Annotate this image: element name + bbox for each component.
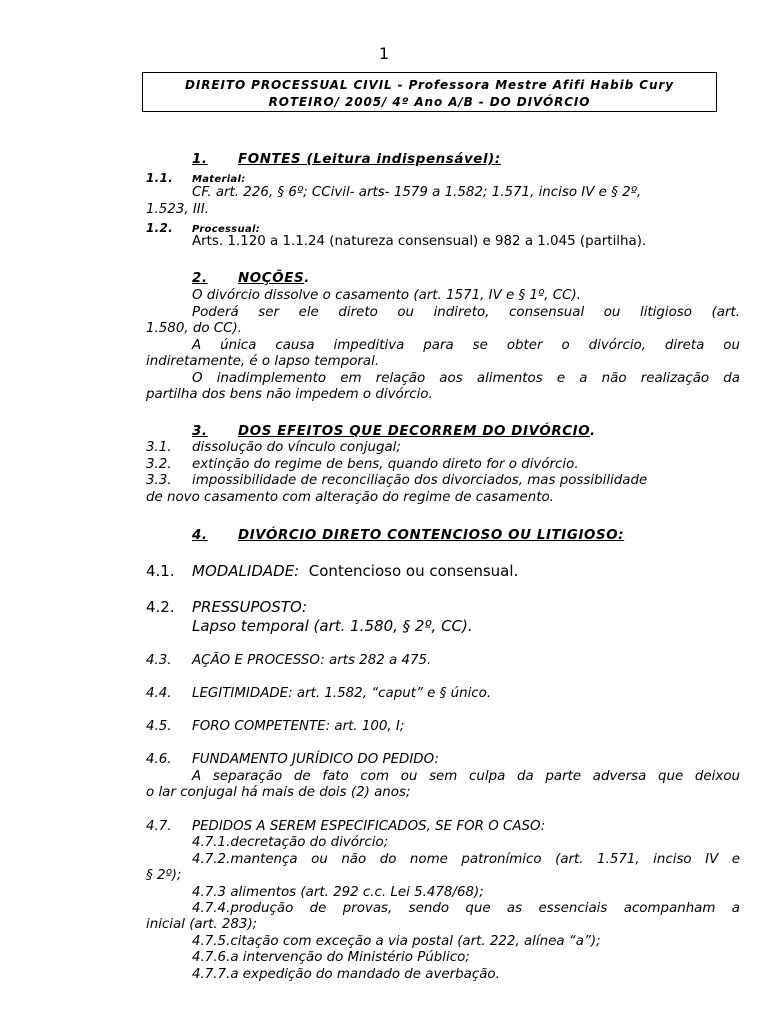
section-3-number: 3.: [192, 424, 208, 439]
item-4-2-number: 4.2.: [146, 598, 175, 616]
request-item-2-cont: § 2º);: [146, 868, 182, 883]
item-4-2-label: PRESSUPOSTO:: [192, 598, 308, 616]
request-item-7: 4.7.7.a expedição do mandado de averbação.: [192, 967, 500, 982]
section-3-title: DOS EFEITOS QUE DECORREM DO DIVÓRCIO: [238, 424, 590, 439]
subsection-1-1-line-1: CF. art. 226, § 6º; CCivil- arts- 1579 a 1.582; 1.571, inciso IV e § 2º,: [192, 185, 642, 200]
item-4-7-label: PEDIDOS A SEREM ESPECIFICADOS, SE FOR O CASO:: [192, 819, 546, 834]
section-2-heading: 2. NOÇÕES.: [192, 271, 310, 286]
section-3-heading: 3. DOS EFEITOS QUE DECORREM DO DIVÓRCIO.: [192, 424, 596, 439]
effect-item-3-cont: de novo casamento com alteração do regime de casamento.: [146, 490, 554, 505]
effect-item-3: 3.3. impossibilidade de reconciliação dos divorciados, mas possibilidade: [146, 473, 648, 488]
item-4-1-label: MODALIDADE:: [192, 562, 300, 580]
noc-line-5: indiretamente, é o lapso temporal.: [146, 354, 380, 369]
header-subtitle: ROTEIRO/ 2005/ 4º Ano A/B - DO DIVÓRCIO: [268, 95, 591, 109]
document-page: 1 DIREITO PROCESSUAL CIVIL - Professora Mestre Afifi Habib Cury ROTEIRO/ 2005/ 4º Ano A/B - DO DIVÓRCIO 1. FONTES (Leitura indispensável): 1.1. Material: CF. art. 226, § 6º; CCivil- arts- 1579 a 1.582; 1.571, inciso IV e § 2º, 1.523, III. 1.2. Processual: Arts. 1.120 a 1.1.24 (natureza consensual) e 982 a 1.045 (partilha). 2. NOÇÕES. O divórcio dissolve o casamento (art. 1571, IV e § 1º, CC). Poderá ser ele direto ou indireto, consensual ou litigioso (art. 1.580, do CC). A única causa impeditiva para se obter o divórcio, direta ou indiretamente, é o lapso temporal. O inadimplemento em relação aos alimentos e a não realização da partilha dos bens não impedem o divórcio. 3. DOS EFEITOS QUE DECORREM DO DIVÓRCIO. 3.1. dissolução do vínculo conjugal; 3.2. extinção do regime de bens, quando direto for o divórcio. 3.3. impossibilidade de reconciliação dos divorciados, mas possibilidade de novo casamento com alteração do regime de casamento. 4. DIVÓRCIO DIRETO CONTENCIOSO OU LITIGIOSO: 4.1. MODALIDADE: Contencioso ou consensual. 4.2. PRESSUPOSTO: Lapso temporal (art. 1.580, § 2º, CC). 4.3. AÇÃO E PROCESSO: arts 282 a 475. 4.4. LEGITIMIDADE: art. 1.582, “caput” e § único. 4.5. FORO COMPETENTE: art. 100, I; 4.6. FUNDAMENTO JURÍDICO DO PEDIDO: A separação de fato com ou sem culpa da parte adversa que deixou o lar conjugal há mais de dois (2) anos; 4.7. PEDIDOS A SEREM ESPECIFICADOS, SE FOR O CASO: 4.7.1.decretação do divórcio; 4.7.2.mantença ou não do nome patronímico (art. 1.571, inciso IV e § 2º); 4.7.3 alimentos (art. 292 c.c. Lei 5.478/68); 4.7.4.produção de provas, sendo que as essenciais acompanham a inicial (art. 283); 4.7.5.citação com exceção a via postal (art. 222, alínea “a”); 4.7.6.a intervenção do Ministério Público; 4.7.7.a expedição do mandado de averbação.: [0, 0, 768, 1024]
subsection-1-2-line-1: Arts. 1.120 a 1.1.24 (natureza consensual) e 982 a 1.045 (partilha).: [192, 234, 647, 249]
noc-line-1: O divórcio dissolve o casamento (art. 1571, IV e § 1º, CC).: [192, 288, 581, 303]
subsection-1-2-title: Processual:: [192, 224, 261, 235]
noc-line-3: 1.580, do CC).: [146, 321, 242, 336]
section-1-title: FONTES (Leitura indispensável):: [238, 152, 501, 167]
request-item-4-cont: inicial (art. 283);: [146, 917, 258, 932]
page-number: 1: [378, 44, 390, 63]
request-item-2: 4.7.2.mantença ou não do nome patronímico (art. 1.571, inciso IV e: [192, 852, 740, 867]
noc-line-4: A única causa impeditiva para se obter o divórcio, direta ou: [192, 338, 740, 353]
effect-item-1: 3.1. dissolução do vínculo conjugal;: [146, 440, 401, 455]
item-4-1-text: Contencioso ou consensual.: [308, 562, 519, 580]
section-4-title: DIVÓRCIO DIRETO CONTENCIOSO OU LITIGIOSO:: [238, 528, 625, 543]
item-4-5-text: FORO COMPETENTE: art. 100, I;: [192, 719, 405, 734]
noc-line-6: O inadimplemento em relação aos alimentos e a não realização da: [192, 371, 740, 386]
request-item-5: 4.7.5.citação com exceção a via postal (art. 222, alínea “a”);: [192, 934, 601, 949]
item-4-6-line-1: A separação de fato com ou sem culpa da parte adversa que deixou: [192, 769, 740, 784]
noc-line-2: Poderá ser ele direto ou indireto, consensual ou litigioso (art.: [192, 305, 740, 320]
noc-line-7: partilha dos bens não impedem o divórcio.: [146, 387, 433, 402]
subsection-1-1-number: 1.1.: [146, 171, 174, 185]
subsection-1-2-number: 1.2.: [146, 221, 174, 235]
item-4-1-number: 4.1.: [146, 562, 175, 580]
section-2-number: 2.: [192, 271, 208, 286]
request-item-1: 4.7.1.decretação do divórcio;: [192, 835, 389, 850]
subsection-1-2-heading: [146, 221, 260, 235]
header-title: DIREITO PROCESSUAL CIVIL - Professora Mestre Afifi Habib Cury: [185, 78, 674, 92]
item-4-6-label: FUNDAMENTO JURÍDICO DO PEDIDO:: [192, 752, 439, 767]
section-2-title: NOÇÕES: [238, 271, 305, 286]
request-item-3: 4.7.3 alimentos (art. 292 c.c. Lei 5.478/68);: [192, 885, 484, 900]
item-4-3-text: AÇÃO E PROCESSO: arts 282 a 475.: [192, 653, 432, 668]
request-item-4: 4.7.4.produção de provas, sendo que as essenciais acompanham a: [192, 901, 740, 916]
section-1-heading: [192, 152, 501, 167]
item-4-4-text: LEGITIMIDADE: art. 1.582, “caput” e § único.: [192, 686, 492, 701]
effect-item-2: 3.2. extinção do regime de bens, quando direto for o divórcio.: [146, 457, 579, 472]
subsection-1-1-heading: [146, 171, 246, 185]
request-item-6: 4.7.6.a intervenção do Ministério Público;: [192, 950, 470, 965]
section-1-number: 1.: [192, 152, 208, 167]
subsection-1-1-title: Material:: [192, 174, 246, 185]
section-4-heading: [192, 528, 624, 543]
header-box: [142, 72, 717, 112]
section-4-number: 4.: [192, 528, 208, 543]
item-4-6-line-2: o lar conjugal há mais de dois (2) anos;: [146, 785, 411, 800]
subsection-1-1-line-2: 1.523, III.: [146, 202, 209, 217]
item-4-2-text: Lapso temporal (art. 1.580, § 2º, CC).: [192, 617, 473, 635]
